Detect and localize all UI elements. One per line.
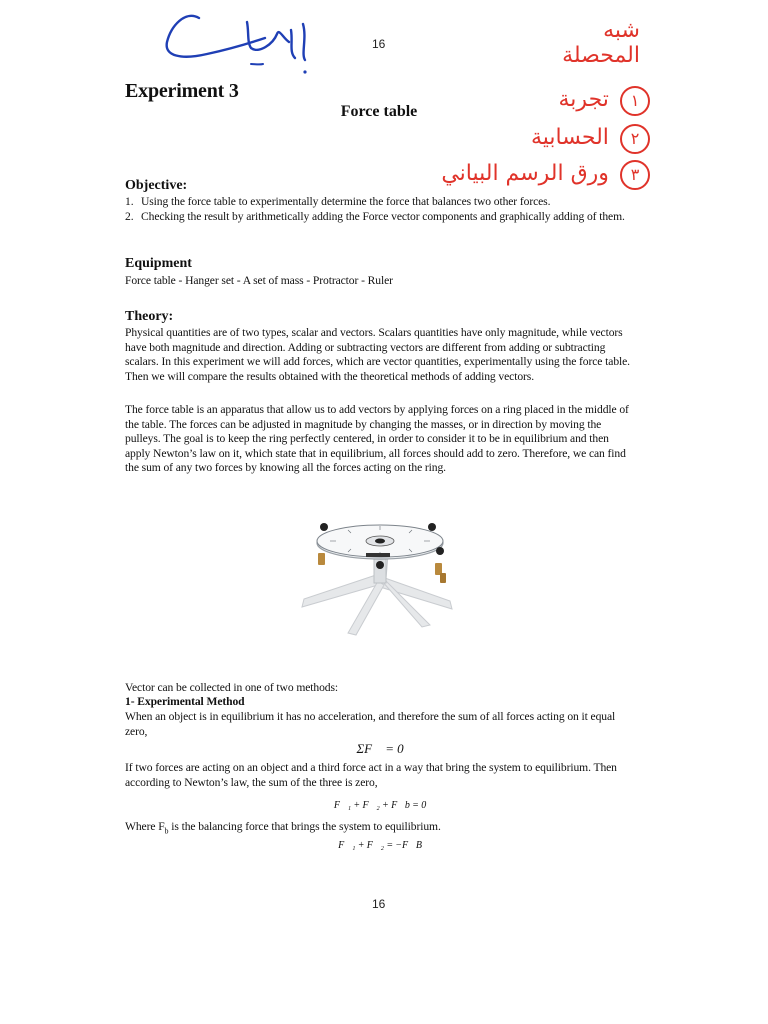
red-note-2: [470, 124, 650, 154]
objective-item-number: 2.: [125, 209, 134, 223]
subscript-b: b: [164, 826, 169, 836]
objective-item: [125, 210, 625, 225]
red-note-3: [420, 160, 650, 190]
experiment-subtitle: Force table: [340, 103, 418, 120]
theory-paragraph-1: Physical quantities are of two types, scalar and vectors. Scalars quantities have only magnitude, while vectors have both magnitude and direction. Adding or subtracting vectors are different from adding or subtracting scalars. In this experiment we will add forces, which are vector quantities, experimentally using the force table. Then we will compare the results obtained with the theoretical methods of adding vectors.: [125, 326, 630, 383]
objective-heading: Objective:: [125, 178, 188, 193]
experiment-title: Experiment 3: [125, 80, 239, 102]
objective-item-text: Checking the result by arithmetically adding the Force vector components and graphically adding of them.: [141, 209, 625, 223]
equation-three-forces: F⃗₁ + F⃗₂ + F⃗b = 0: [333, 800, 427, 811]
methods-intro: Vector can be collected in one of two methods:: [125, 681, 339, 694]
method-1-paragraph-2: If two forces are acting on an object and a third force act in a way that bring the system to equilibrium. Then according to Newton’s law, the sum of the three is zero,: [125, 761, 617, 789]
method-1-heading: 1- Experimental Method: [125, 695, 245, 708]
theory-paragraph-2: The force table is an apparatus that allow us to add vectors by applying forces on a ring placed in the middle of the table. The forces can be adjusted in magnitude by changing the masses, or in direction by moving the pulleys. The goal is to keep the ring perfectly centered, in order to consider it to be in equilibrium and then apply Newton’s law on it, which state that in equilibrium, all forces should add to zero. Therefore, we can find the sum of any two forces by knowing all the forces acting on the ring.: [125, 403, 629, 475]
equation-sum-forces: ΣF⃗ = 0: [356, 741, 404, 756]
red-note-1-number: ١: [620, 86, 650, 116]
red-note-3-text: ورق الرسم البياني: [441, 161, 609, 186]
red-note-3-number: ٣: [620, 160, 650, 190]
objective-item-text: Using the force table to experimentally determine the force that balances two other forces.: [141, 195, 551, 208]
objective-list: [125, 195, 625, 224]
force-table-image: [290, 515, 470, 640]
method-1-paragraph-1: When an object is in equilibrium it has no acceleration, and therefore the sum of all forces acting on it equal zero,: [125, 710, 616, 738]
red-heading-note: شبه المحصلة: [562, 18, 640, 68]
red-note-2-number: ٢: [620, 124, 650, 154]
objective-item-number: 1.: [125, 195, 134, 208]
page-number-top: 16: [372, 37, 386, 51]
theory-heading: Theory:: [125, 309, 174, 324]
method-1-paragraph-3: [125, 820, 630, 839]
paragraph-3-end: is the balancing force that brings the system to equilibrium.: [168, 820, 441, 833]
equipment-heading: Equipment: [125, 256, 192, 271]
equipment-text: Force table - Hanger set - A set of mass - Protractor - Ruler: [125, 274, 393, 287]
paragraph-3-start: Where F: [125, 820, 165, 833]
red-note-2-text: الحسابية: [531, 125, 609, 150]
red-note-1-text: تجربة: [558, 87, 609, 112]
objective-item: [125, 195, 625, 210]
page-number-bottom: 16: [372, 897, 386, 911]
equation-balancing-force: F⃗₁ + F⃗₂ = −F⃗B: [338, 840, 422, 851]
